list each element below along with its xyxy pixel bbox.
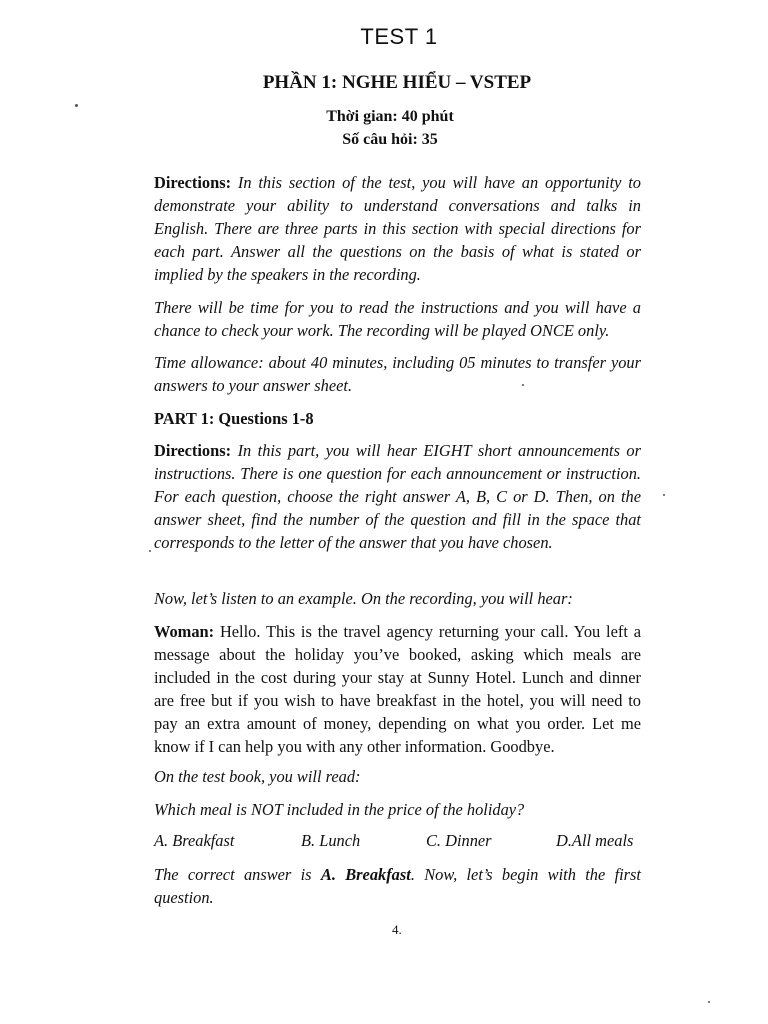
scan-speck: [708, 1001, 710, 1003]
directions-label: Directions:: [154, 173, 232, 192]
answer-value: A. Breakfast: [320, 865, 411, 884]
part1-directions: [154, 439, 641, 554]
time-note-text: There will be time for you to read the instructions and you will have a chance to check your work. The recording will be played ONCE only.: [154, 298, 641, 340]
time-limit: Thời gian: 40 phút: [326, 108, 454, 125]
option-d: D.All meals: [556, 831, 634, 850]
question-count: Số câu hỏi: 35: [342, 131, 438, 148]
answer-prefix: The correct answer is: [154, 865, 312, 884]
speaker-text: Hello. This is the travel agency returning your call. You left a message about the holiday you’ve booked, asking which meals are included in the cost during your stay at Sunny Hotel. Lunch and dinner are free but if you wish to have breakfast in the hotel, you will need to pay an extra amount of money, depending on what you order. Let me know if I can help you with any other information. Goodbye.: [154, 622, 641, 756]
part-title: PHẦN 1: NGHE HIỂU – VSTEP: [262, 72, 532, 93]
example-intro-text: Now, let’s listen to an example. On the recording, you will hear:: [154, 589, 573, 608]
part1-heading-block: [154, 407, 641, 430]
time-allowance-text: Time allowance: about 40 minutes, including 05 minutes to transfer your answers to your answer sheet.: [154, 353, 641, 395]
time-note: [154, 296, 641, 342]
page-number: 4.: [392, 922, 402, 937]
example-intro: [154, 587, 641, 610]
part1-directions-label: Directions:: [154, 441, 232, 460]
option-a: A. Breakfast: [154, 831, 235, 850]
scan-speck: [149, 550, 151, 552]
example-question: [154, 798, 641, 821]
directions-text: In this section of the test, you will have an opportunity to demonstrate your ability to understand conversations and talks in English. There are three parts in this section with special directions for each part. Answer all the questions on the basis of what is stated or implied by the speakers in the recording.: [154, 173, 641, 284]
test-book-intro-text: On the test book, you will read:: [154, 767, 361, 786]
test-title: TEST 1: [360, 24, 438, 49]
part1-directions-text: In this part, you will hear EIGHT short announcements or instructions. There is one question for each announcement or instruction. For each question, choose the right answer A, B, C or D. Then, on the answer sheet, find the number of the question and fill in the space that corresponds to the letter of the answer that you have chosen.: [154, 441, 641, 552]
scan-speck: [522, 384, 524, 386]
section-directions: [154, 171, 641, 286]
scan-speck: [75, 104, 78, 107]
option-b: B. Lunch: [301, 831, 361, 850]
example-question-text: Which meal is NOT included in the price of the holiday?: [154, 800, 525, 819]
speaker-label: Woman:: [154, 622, 215, 641]
answer-options: [154, 831, 644, 855]
answer-suffix: . Now, let’s begin with the first question.: [154, 865, 641, 907]
example-transcript: [154, 620, 641, 758]
part1-heading: PART 1: Questions 1-8: [154, 409, 314, 428]
scan-speck: [663, 494, 665, 496]
correct-answer: [154, 863, 641, 909]
option-c: C. Dinner: [426, 831, 492, 850]
test-book-intro: [154, 765, 641, 788]
time-allowance: [154, 351, 641, 397]
